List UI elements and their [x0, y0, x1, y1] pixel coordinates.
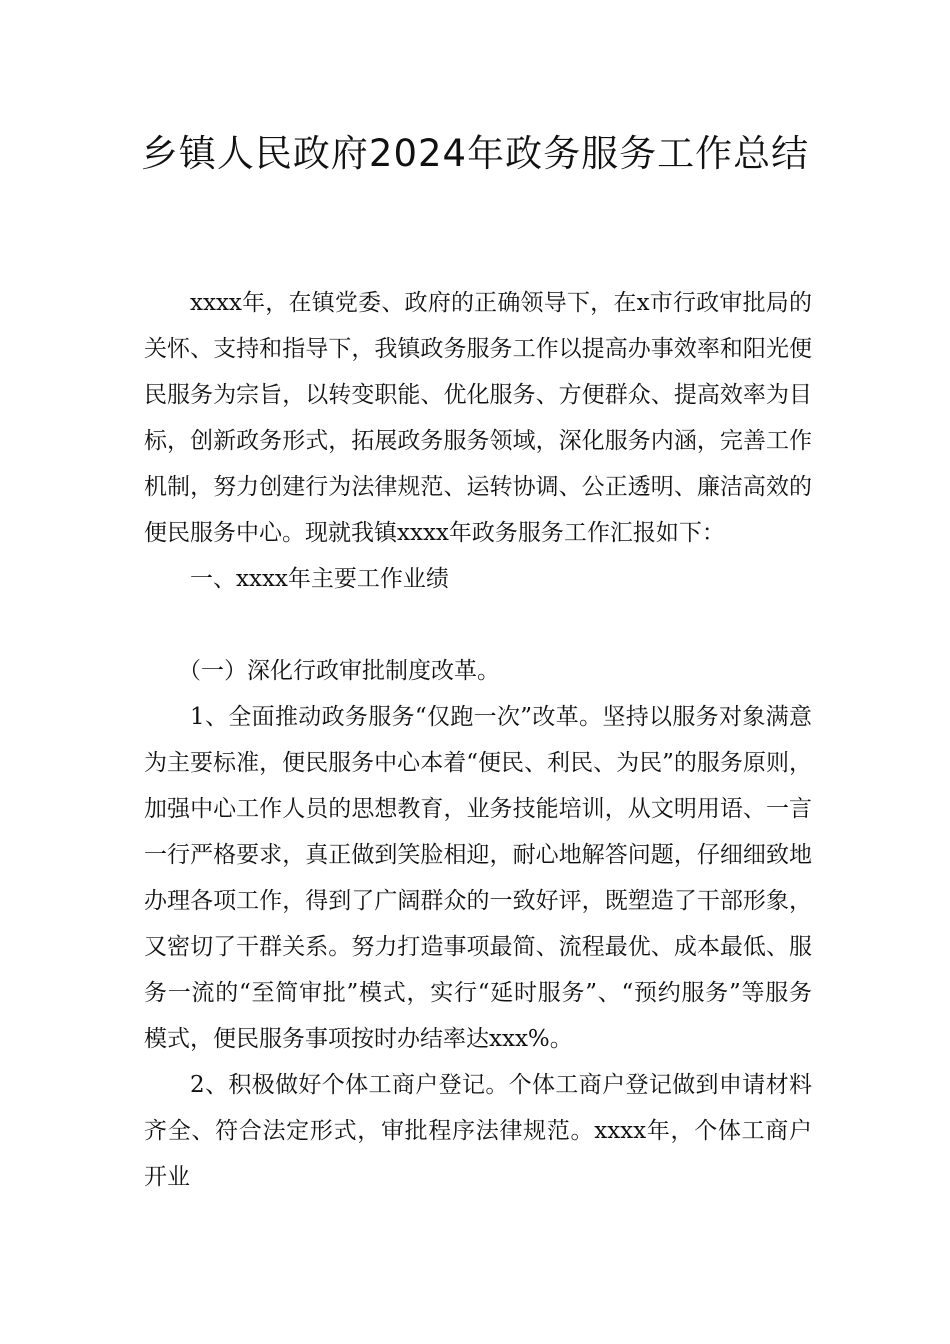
section-heading: 一、xxxx年主要工作业绩 — [190, 566, 449, 592]
document-title: 乡镇人民政府2024年政务服务工作总结 — [140, 132, 810, 175]
item-paragraph-2: 2、积极做好个体工商户登记。个体工商户登记做到申请材料齐全、符合法定形式，审批程序法律规范。xxxx年，个体工商户开业 — [144, 1072, 812, 1190]
document-body — [144, 280, 812, 1200]
subsection-heading: （一）深化行政审批制度改革。 — [178, 658, 500, 684]
intro-paragraph: xxxx年，在镇党委、政府的正确领导下，在x市行政审批局的关怀、支持和指导下，我镇政务服务工作以提高办事效率和阳光便民服务为宗旨，以转变职能、优化服务、方便群众、提高效率为目标，创新政务形式，拓展政务服务领域，深化服务内涵，完善工作机制，努力创建行为法律规范、运转协调、公正透明、廉洁高效的便民服务中心。现就我镇xxxx年政务服务工作汇报如下： — [144, 290, 812, 546]
item-paragraph-1: 1、全面推动政务服务“仅跑一次”改革。坚持以服务对象满意为主要标准，便民服务中心本着“便民、利民、为民”的服务原则，加强中心工作人员的思想教育，业务技能培训，从文明用语、一言一行严格要求，真正做到笑脸相迎，耐心地解答问题，仔细细致地办理各项工作，得到了广阔群众的一致好评，既塑造了干部形象，又密切了干群关系。努力打造事项最简、流程最优、成本最低、服务一流的“至简审批”模式，实行“延时服务”、“预约服务”等服务模式，便民服务事项按时办结率达xxx%。 — [144, 704, 812, 1052]
